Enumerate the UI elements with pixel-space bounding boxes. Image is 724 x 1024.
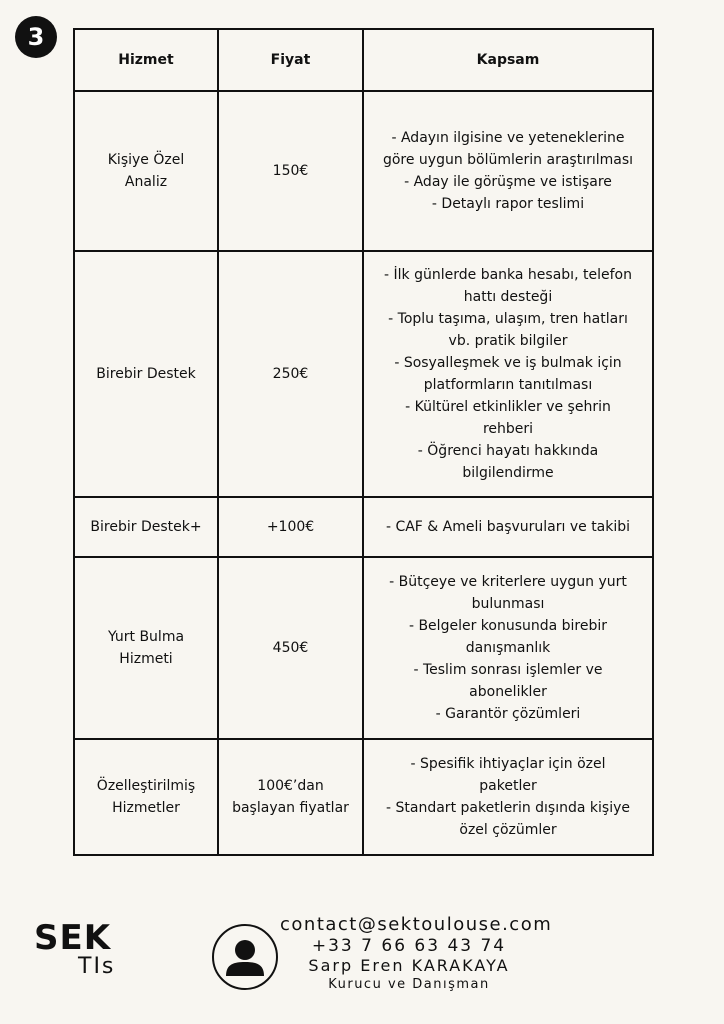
price-cell — [218, 739, 363, 855]
column-header-price: Fiyat — [218, 29, 363, 91]
table-row — [74, 91, 653, 251]
scope-line: - Standart paketlerin dışında kişiye — [386, 800, 630, 816]
service-line: Birebir Destek+ — [90, 519, 202, 535]
scope-line: - Spesifik ihtiyaçlar için özel — [410, 756, 606, 772]
price-line: +100€ — [266, 519, 315, 535]
contact-block — [280, 914, 553, 994]
price-cell — [218, 91, 363, 251]
price-line: 100€’dan — [257, 778, 324, 794]
scope-line: özel çözümler — [459, 822, 557, 838]
contact-role: Kurucu ve Danışman — [328, 977, 490, 992]
scope-line: - Aday ile görüşme ve istişare — [404, 174, 612, 190]
scope-line: göre uygun bölümlerin araştırılması — [382, 152, 634, 168]
table-header-row — [74, 29, 653, 91]
price-line: 250€ — [272, 366, 309, 382]
scope-line: - Detaylı rapor teslimi — [431, 196, 585, 212]
service-line: Kişiye Özel — [107, 152, 185, 168]
scope-cell — [363, 91, 653, 251]
contact-name: Sarp Eren KARAKAYA — [308, 956, 510, 975]
scope-line: - Garantör çözümleri — [435, 706, 581, 722]
user-avatar-icon — [212, 924, 278, 990]
scope-line: - CAF & Ameli başvuruları ve takibi — [385, 519, 631, 535]
column-header-service: Hizmet — [74, 29, 218, 91]
logo-text-bottom: TIs — [78, 954, 116, 979]
scope-line: bulunması — [471, 596, 545, 612]
service-line: Birebir Destek — [96, 366, 196, 382]
scope-line: - Adayın ilgisine ve yeteneklerine — [391, 130, 625, 146]
service-cell — [74, 557, 218, 739]
brand-logo — [34, 918, 134, 982]
scope-line: - İlk günlerde banka hesabı, telefon — [384, 267, 632, 283]
scope-line: vb. pratik bilgiler — [448, 333, 568, 349]
scope-line: - Teslim sonrası işlemler ve — [413, 662, 603, 678]
price-cell — [218, 557, 363, 739]
scope-line: bilgilendirme — [462, 465, 554, 481]
page-number-badge: 3 — [15, 16, 57, 58]
scope-cell — [363, 739, 653, 855]
scope-line: paketler — [479, 778, 537, 794]
contact-email[interactable]: contact@sektoulouse.com — [280, 914, 553, 935]
scope-line: - Bütçeye ve kriterlere uygun yurt — [389, 574, 627, 590]
scope-line: danışmanlık — [465, 640, 551, 656]
scope-line: - Sosyalleşmek ve iş bulmak için — [394, 355, 622, 371]
service-line: Hizmetler — [112, 800, 180, 816]
price-cell — [218, 497, 363, 557]
scope-cell — [363, 557, 653, 739]
service-line: Hizmeti — [119, 651, 173, 667]
logo-text-top: SEK — [34, 918, 112, 958]
table-row — [74, 557, 653, 739]
service-line: Özelleştirilmiş — [96, 778, 196, 794]
scope-line: - Kültürel etkinlikler ve şehrin — [405, 399, 611, 415]
service-cell — [74, 91, 218, 251]
price-line: 450€ — [272, 640, 309, 656]
service-line: Analiz — [124, 174, 168, 190]
service-line: Yurt Bulma — [107, 629, 185, 645]
person-icon — [214, 926, 276, 988]
scope-line: rehberi — [482, 421, 534, 437]
price-line: 150€ — [272, 163, 309, 179]
scope-line: hattı desteği — [463, 289, 553, 305]
scope-line: - Belgeler konusunda birebir — [408, 618, 608, 634]
service-cell — [74, 251, 218, 497]
service-cell — [74, 739, 218, 855]
scope-line: - Toplu taşıma, ulaşım, tren hatları — [388, 311, 628, 327]
scope-line: - Öğrenci hayatı hakkında — [417, 443, 599, 459]
scope-cell — [363, 497, 653, 557]
price-cell — [218, 251, 363, 497]
service-cell — [74, 497, 218, 557]
pricing-table — [73, 28, 654, 856]
column-header-scope: Kapsam — [363, 29, 653, 91]
scope-line: platformların tanıtılması — [423, 377, 593, 393]
price-line: başlayan fiyatlar — [232, 800, 349, 816]
contact-phone[interactable]: +33 7 66 63 43 74 — [311, 936, 507, 956]
table-row — [74, 739, 653, 855]
table-row — [74, 251, 653, 497]
scope-cell — [363, 251, 653, 497]
table-row — [74, 497, 653, 557]
scope-line: abonelikler — [469, 684, 547, 700]
